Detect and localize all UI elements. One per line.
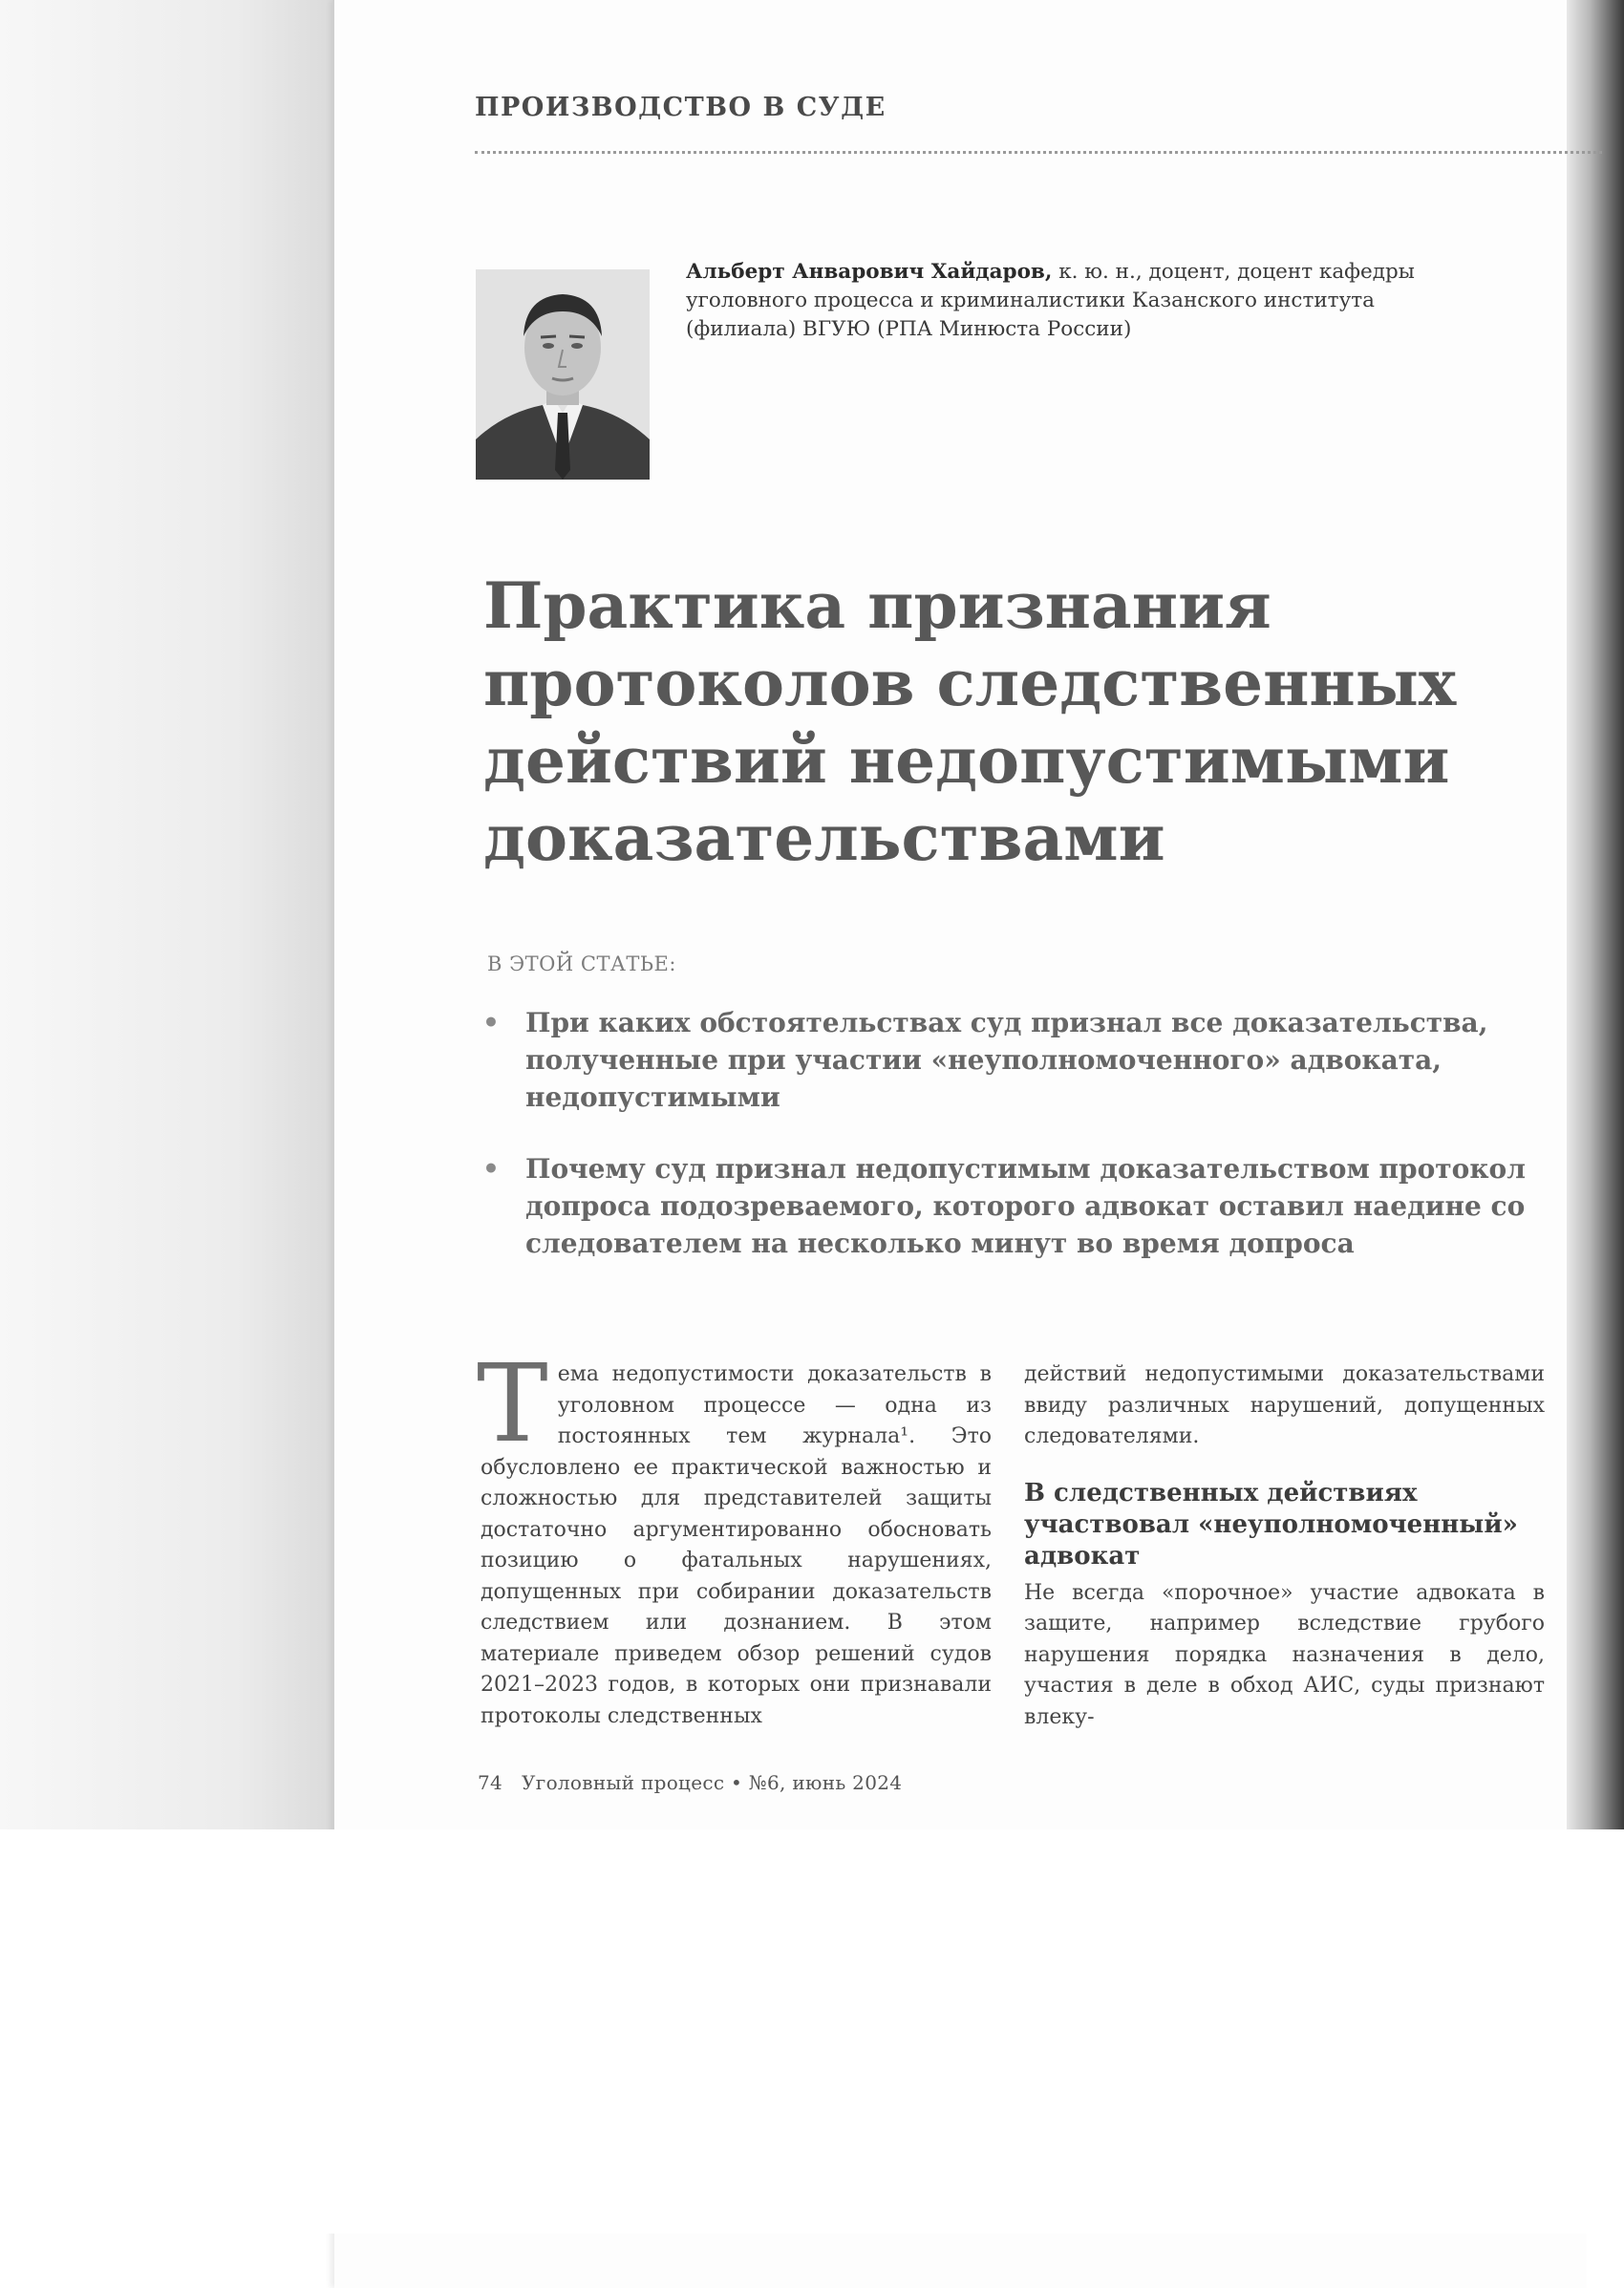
highlight-item xyxy=(482,1004,1552,1116)
bullet-icon: • xyxy=(482,1007,500,1038)
article-title: Практика признания протоколов следственных действий недопустимыми доказательствами xyxy=(483,568,1457,875)
page-number: 74 xyxy=(478,1771,503,1794)
page-footer xyxy=(478,1771,902,1794)
bullet-icon: • xyxy=(482,1153,500,1185)
highlight-text: Почему суд признал недопустимым доказательством протокол допроса подозреваемого, которого адвокат оставил наедине со следователем на несколько минут во время допроса xyxy=(525,1153,1526,1259)
in-article-label: В ЭТОЙ СТАТЬЕ: xyxy=(487,952,676,975)
author-info xyxy=(686,258,1469,344)
intro-continuation: действий недопустимыми доказательствами ввиду различных нарушений, допущенных следователями. xyxy=(1024,1362,1545,1448)
footer-separator: • xyxy=(731,1771,743,1794)
section-heading: В следственных действиях участвовал «неуполномоченный» адвокат xyxy=(1024,1478,1518,1571)
section-paragraph: Не всегда «порочное» участие адвоката в защите, например вследствие грубого нарушения порядка назначения в дело, участия в деле в обход АИС, суды признают влеку- xyxy=(1024,1580,1545,1729)
article-highlights xyxy=(482,1004,1552,1262)
author-credentials: к. ю. н., доцент, доцент кафедры уголовного процесса и криминалистики Казанского института (филиала) ВГУЮ (РПА Минюста России) xyxy=(686,260,1415,341)
dotted-divider xyxy=(475,151,1602,154)
scanner-bed xyxy=(0,1829,1624,2234)
author-name: Альберт Анварович Хайдаров, xyxy=(686,260,1053,284)
intro-text: ема недопустимости доказательств в уголовном процессе — одна из постоянных тем журнала¹. Это обусловлено ее практической важностью и сложностью для представителей защиты достаточно аргументированно обосновать позицию о фатальных нарушениях, допущенных при собирании доказательств следствием или дознанием. В этом материале приведем обзор решений судов 2021–2023 годов, в которых они признавали протоколы следственных xyxy=(481,1362,992,1728)
section-label: ПРОИЗВОДСТВО В СУДЕ xyxy=(475,93,887,122)
highlight-text: При каких обстоятельствах суд признал все доказательства, полученные при участии «неуполномоченного» адвоката, недопустимыми xyxy=(525,1007,1488,1113)
highlight-item xyxy=(482,1150,1552,1262)
drop-cap: Т xyxy=(477,1342,548,1466)
body-column-right xyxy=(1024,1359,1545,1733)
intro-paragraph xyxy=(477,1342,992,1732)
page-edge xyxy=(332,0,334,1829)
body-column-left xyxy=(477,1342,992,1732)
issue-info: №6, июнь 2024 xyxy=(748,1771,903,1794)
author-photo xyxy=(476,269,650,480)
journal-name: Уголовный процесс xyxy=(522,1771,725,1794)
